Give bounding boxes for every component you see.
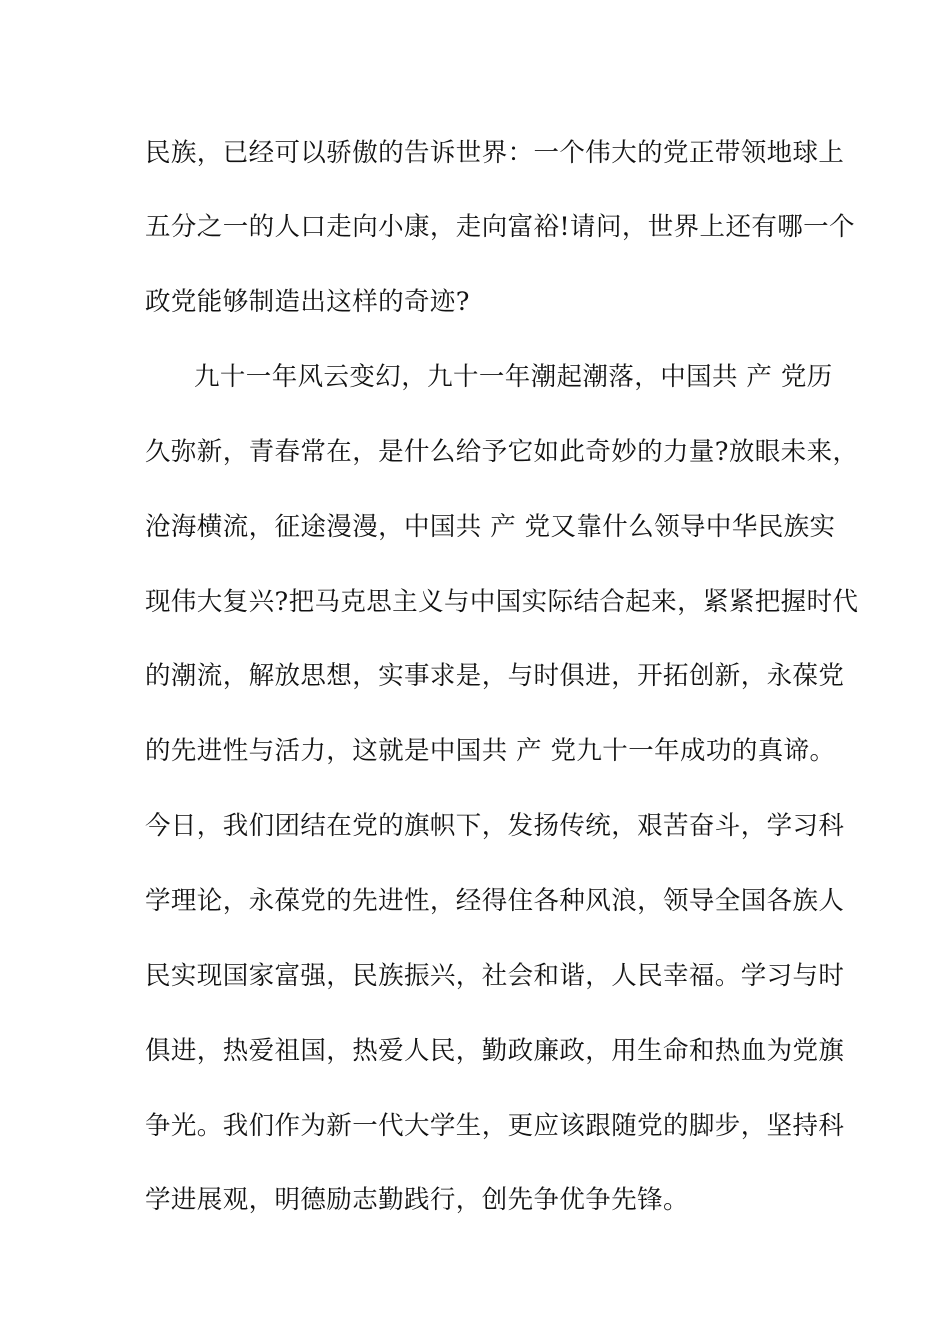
text-line: 的潮流，解放思想，实事求是，与时俱进，开拓创新，永葆党 [145, 661, 845, 691]
text-line: 久弥新，青春常在，是什么给予它如此奇妙的力量?放眼未来， [145, 437, 859, 467]
text-line: 俱进，热爱祖国，热爱人民，勤政廉政，用生命和热血为党旗 [145, 1036, 845, 1066]
text-line: 政党能够制造出这样的奇迹? [145, 287, 470, 317]
text-line: 争光。我们作为新一代大学生，更应该跟随党的脚步，坚持科 [145, 1111, 845, 1141]
text-line: 今日，我们团结在党的旗帜下，发扬传统，艰苦奋斗，学习科 [145, 811, 845, 841]
text-line: 学进展观，明德励志勤践行，创先争优争先锋。 [145, 1185, 689, 1215]
text-line: 沧海横流，征途漫漫，中国共 产 党又靠什么领导中华民族实 [145, 512, 836, 542]
text-line: 五分之一的人口走向小康，走向富裕!请问，世界上还有哪一个 [145, 212, 855, 242]
text-line: 民族，已经可以骄傲的告诉世界：一个伟大的党正带领地球上 [145, 138, 845, 168]
text-line: 现伟大复兴?把马克思主义与中国实际结合起来，紧紧把握时代 [145, 587, 859, 617]
text-line: 的先进性与活力，这就是中国共 产 党九十一年成功的真谛。 [145, 736, 836, 766]
text-line: 民实现国家富强，民族振兴，社会和谐，人民幸福。学习与时 [145, 961, 845, 991]
text-line: 学理论，永葆党的先进性，经得住各种风浪，领导全国各族人 [145, 886, 845, 916]
paragraph-start-line: 九十一年风云变幻，九十一年潮起潮落，中国共 产 党历 [194, 362, 833, 392]
